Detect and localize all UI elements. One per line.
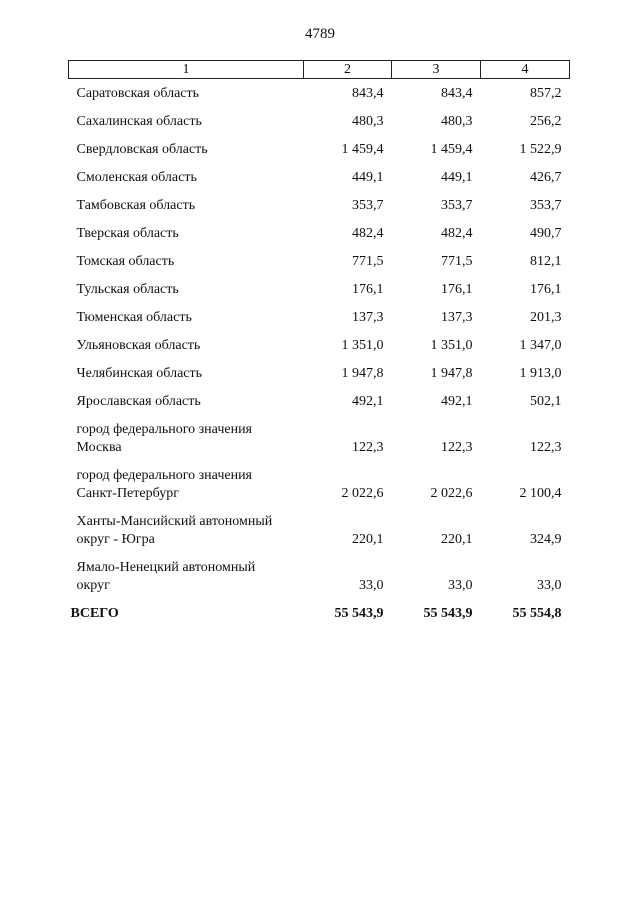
region-name-cell (69, 411, 304, 457)
table-row (69, 103, 570, 131)
region-name-line: Тверская область (76, 226, 179, 241)
value-cell-col-4: 201,3 (530, 310, 562, 325)
value-cell-col-4: 1 347,0 (519, 338, 562, 353)
value-cell-col-2: 843,4 (352, 86, 384, 101)
region-name-line: округ (76, 578, 110, 593)
region-name-line: Челябинская область (76, 366, 202, 381)
region-name-line: Тюменская область (76, 310, 192, 325)
value-cell-col-2: 220,1 (352, 532, 384, 547)
total-value-col-4: 55 554,8 (512, 606, 562, 621)
region-name-cell (69, 131, 304, 159)
region-name-line: Томская область (76, 254, 175, 269)
value-cell-col-2: 492,1 (352, 394, 384, 409)
value-cell-col-3: 137,3 (441, 310, 473, 325)
region-name-line: Санкт-Петербург (76, 486, 179, 501)
value-cell-col-3: 1 459,4 (430, 142, 473, 157)
value-cell-col-4: 812,1 (530, 254, 562, 269)
value-cell-col-3: 480,3 (441, 114, 473, 129)
region-name-cell (69, 299, 304, 327)
value-cell-col-3: 843,4 (441, 86, 473, 101)
value-cell-col-3: 1 947,8 (430, 366, 473, 381)
region-name-cell (69, 327, 304, 355)
total-value-col-2: 55 543,9 (334, 606, 384, 621)
table-row (69, 355, 570, 383)
region-name-cell (69, 187, 304, 215)
value-cell-col-4: 490,7 (530, 226, 562, 241)
value-cell-col-4: 426,7 (530, 170, 562, 185)
table-row (69, 271, 570, 299)
value-cell-col-3: 771,5 (441, 254, 473, 269)
total-value-col-3: 55 543,9 (423, 606, 473, 621)
value-cell-col-2: 137,3 (352, 310, 384, 325)
value-cell-col-3: 492,1 (441, 394, 473, 409)
value-cell-col-3: 220,1 (441, 532, 473, 547)
table-row (69, 503, 570, 549)
table-row (69, 411, 570, 457)
value-cell-col-3: 33,0 (448, 578, 473, 593)
region-name-cell (69, 549, 304, 595)
region-name-line: Ямало-Ненецкий автономный (76, 560, 256, 575)
table-row (69, 327, 570, 355)
column-header-4: 4 (481, 61, 570, 79)
column-header-2: 2 (304, 61, 392, 79)
value-cell-col-2: 1 947,8 (341, 366, 384, 381)
value-cell-col-4: 324,9 (530, 532, 562, 547)
region-name-cell (69, 503, 304, 549)
region-name-line: округ - Югра (76, 532, 155, 547)
value-cell-col-3: 482,4 (441, 226, 473, 241)
total-label: ВСЕГО (70, 606, 119, 621)
region-name-line: Саратовская область (76, 86, 200, 101)
page-number: 4789 (305, 26, 335, 42)
value-cell-col-2: 1 459,4 (341, 142, 384, 157)
column-header-1: 1 (69, 61, 304, 79)
table-row (69, 79, 570, 104)
value-cell-col-4: 1 913,0 (519, 366, 562, 381)
region-name-line: Смоленская область (76, 170, 197, 185)
region-name-cell (69, 79, 304, 104)
value-cell-col-2: 33,0 (359, 578, 384, 593)
value-cell-col-4: 122,3 (530, 440, 562, 455)
value-cell-col-4: 33,0 (537, 578, 562, 593)
region-name-cell (69, 271, 304, 299)
value-cell-col-2: 771,5 (352, 254, 384, 269)
value-cell-col-2: 482,4 (352, 226, 384, 241)
value-cell-col-2: 1 351,0 (341, 338, 384, 353)
region-name-cell (69, 215, 304, 243)
table-row (69, 187, 570, 215)
region-name-line: Тамбовская область (76, 198, 196, 213)
table-row (69, 383, 570, 411)
value-cell-col-4: 857,2 (530, 86, 562, 101)
table-body (69, 79, 570, 624)
value-cell-col-3: 449,1 (441, 170, 473, 185)
value-cell-col-4: 2 100,4 (519, 486, 562, 501)
region-name-line: Ярославская область (76, 394, 201, 409)
table-header (69, 61, 570, 79)
region-name-line: Москва (76, 440, 122, 455)
table-row (69, 457, 570, 503)
value-cell-col-2: 2 022,6 (341, 486, 384, 501)
value-cell-col-4: 176,1 (530, 282, 562, 297)
column-header-3: 3 (392, 61, 481, 79)
region-name-cell (69, 103, 304, 131)
value-cell-col-3: 1 351,0 (430, 338, 473, 353)
value-cell-col-3: 2 022,6 (430, 486, 473, 501)
table-row (69, 299, 570, 327)
table-row (69, 215, 570, 243)
value-cell-col-4: 1 522,9 (519, 142, 562, 157)
value-cell-col-3: 353,7 (441, 198, 473, 213)
region-name-cell (69, 457, 304, 503)
total-row (69, 595, 570, 623)
value-cell-col-4: 502,1 (530, 394, 562, 409)
region-name-line: Свердловская область (76, 142, 208, 157)
value-cell-col-2: 480,3 (352, 114, 384, 129)
value-cell-col-2: 449,1 (352, 170, 384, 185)
region-name-cell (69, 355, 304, 383)
region-name-cell (69, 383, 304, 411)
value-cell-col-2: 176,1 (352, 282, 384, 297)
region-name-line: город федерального значения (76, 468, 252, 483)
value-cell-col-2: 353,7 (352, 198, 384, 213)
table-row (69, 159, 570, 187)
region-name-line: Тульская область (76, 282, 179, 297)
value-cell-col-4: 256,2 (530, 114, 562, 129)
table-row (69, 549, 570, 595)
region-name-line: Сахалинская область (76, 114, 202, 129)
table-row (69, 243, 570, 271)
data-table (68, 60, 570, 623)
region-name-cell (69, 159, 304, 187)
region-name-cell (69, 243, 304, 271)
region-name-line: Ханты-Мансийский автономный (76, 514, 273, 529)
value-cell-col-2: 122,3 (352, 440, 384, 455)
region-name-line: Ульяновская область (76, 338, 201, 353)
value-cell-col-3: 176,1 (441, 282, 473, 297)
region-name-line: город федерального значения (76, 422, 252, 437)
value-cell-col-3: 122,3 (441, 440, 473, 455)
value-cell-col-4: 353,7 (530, 198, 562, 213)
table-row (69, 131, 570, 159)
